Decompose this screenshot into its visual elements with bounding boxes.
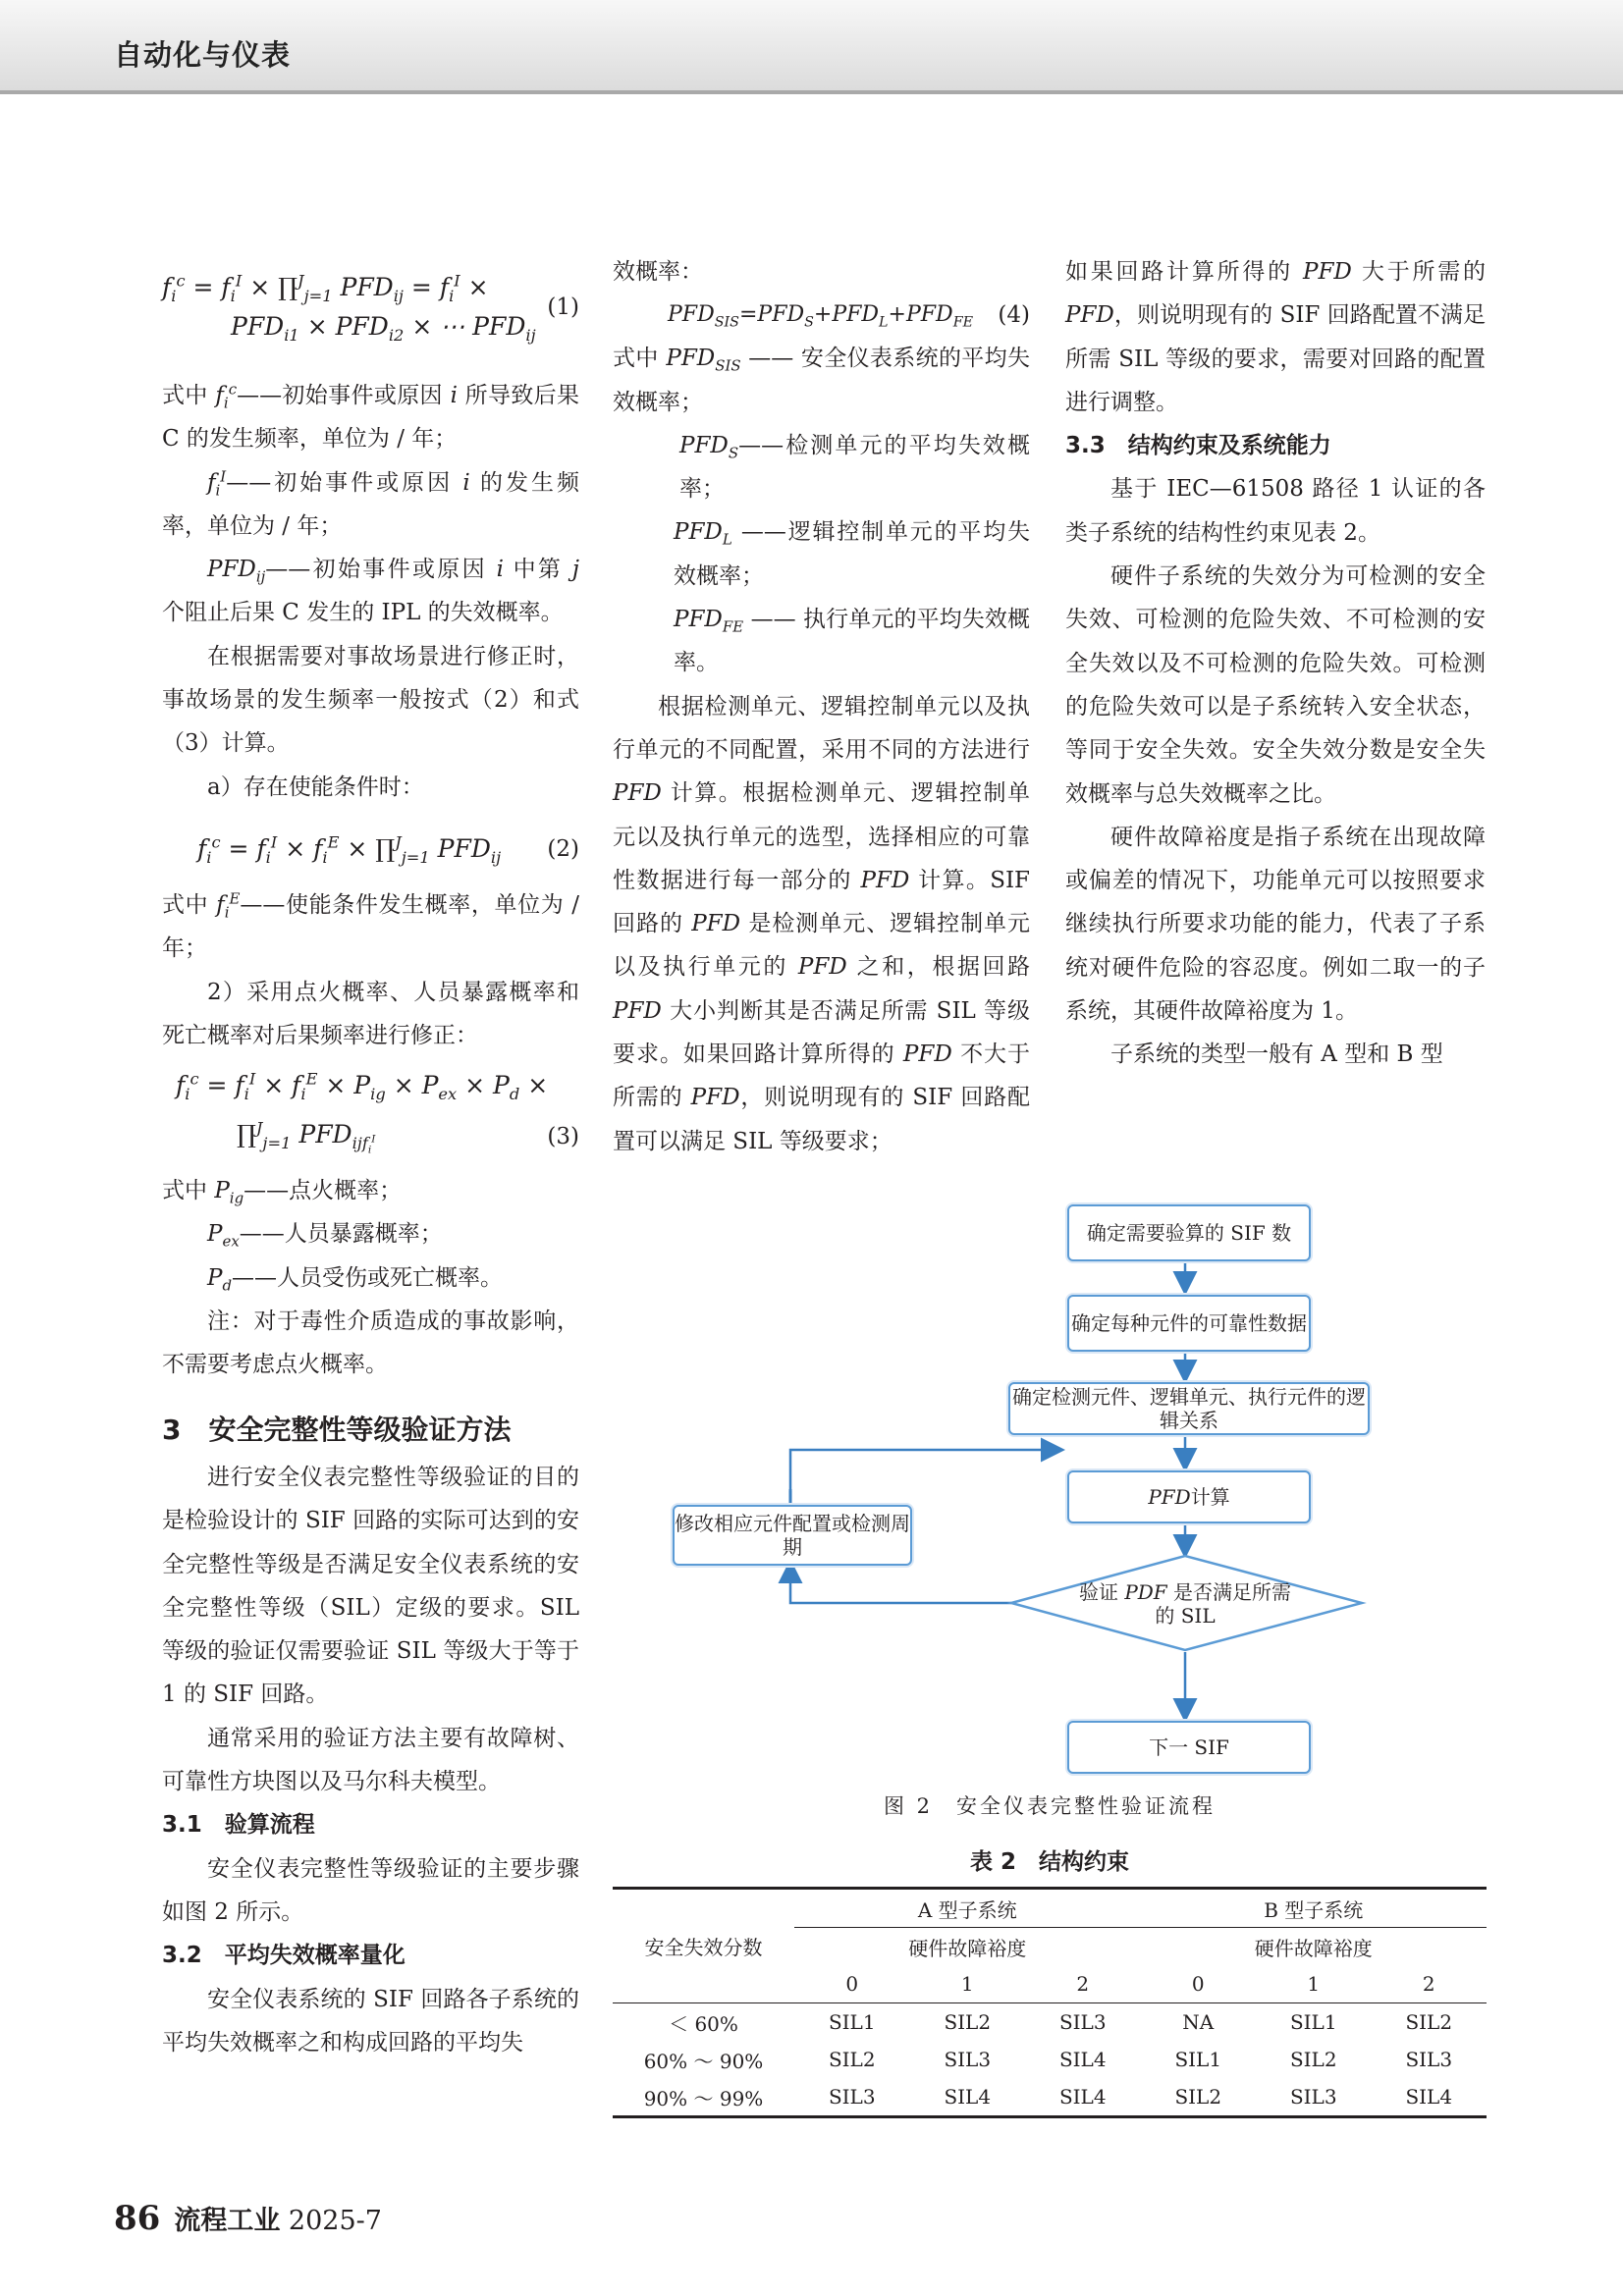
table-row: [613, 2078, 1487, 2117]
table-cell: SIL3: [1405, 2048, 1453, 2071]
flowchart-figure: [663, 1193, 1409, 1782]
table-header: 2: [1076, 1972, 1090, 1996]
structure-constraint-table: [613, 1887, 1487, 2118]
paragraph: 式中 $f_i^c——$初始事件或原因 i 所导致后果 C 的发生频率，单位为 / 年；: [162, 380, 580, 453]
paragraph: $PFD_{ij}——$初始事件或原因 i 中第 j 个阻止后果 C 发生的 IPL 的失效概率。: [162, 557, 579, 626]
page-header: [0, 0, 1623, 94]
table-header: 2: [1422, 1972, 1435, 1996]
header-title: 自动化与仪表: [114, 38, 292, 72]
equation-number: (3): [547, 1124, 579, 1150]
table-cell: SIL4: [1058, 2085, 1107, 2109]
section-heading: 3 安全完整性等级验证方法: [162, 1413, 512, 1446]
paragraph: $f_i^I——$初始事件或原因 i 的发生频率，单位为 / 年；: [162, 466, 580, 539]
table-header: 安全失效分数: [644, 1936, 763, 1959]
subsection-heading: 3.1 验算流程: [162, 1812, 315, 1839]
table-cell: SIL1: [1289, 2010, 1337, 2034]
table-header: 硬件故障裕度: [1254, 1936, 1373, 1960]
step-box: PFD 计算: [1067, 1470, 1311, 1523]
paragraph: $PFD_{FE}$ —— 执行单元的平均失效概率。: [674, 607, 1030, 676]
table-header: A 型子系统: [794, 1889, 1141, 1928]
table-cell: SIL4: [1405, 2085, 1453, 2109]
paragraph: 如果回路计算所得的 PFD 大于所需的 PFD，则说明现有的 SIF 回路配置不满足所需 SIL 等级的要求，需要对回路的配置进行调整。: [1065, 259, 1487, 415]
subsection-heading: 3.2 平均失效概率量化: [162, 1943, 406, 1969]
equation-number: (1): [547, 294, 579, 320]
paragraph: 在根据需要对事故场景进行修正时，事故场景的发生频率一般按式（2）和式（3）计算。: [162, 643, 579, 757]
column-3: [1065, 250, 1486, 1077]
equation-3: $f_i^c = f_i^I \times f_i^E \times P_{ig} \times P_{ex} \times P_d$ × ∏$^J_{j=1}$ $PFD_{ijf_i^I}$ (3): [162, 1061, 579, 1169]
table-header: 0: [1191, 1972, 1205, 1996]
paragraph: 式中 $PFD_{SIS}$ —— 安全仪表系统的平均失效概率；: [613, 346, 1030, 415]
paragraph: $PFD_L$ ——逻辑控制单元的平均失效概率；: [674, 519, 1031, 589]
table-cell: 60% ～ 90%: [643, 2049, 764, 2073]
table-cell: SIL2: [1174, 2085, 1222, 2109]
paragraph: $PFD_S——$检测单元的平均失效概率；: [679, 432, 1030, 503]
table-cell: ＜ 60%: [669, 2011, 738, 2036]
table-cell: SIL2: [1289, 2048, 1337, 2071]
paragraph: 2）采用点火概率、人员暴露概率和死亡概率对后果频率进行修正：: [162, 979, 579, 1048]
equation-1: $f_i^c = f_i^I$ × ∏$^J_{j=1}$ $PFD_{ij} = f_i^I$ × $PFD_{i1} \times PFD_{i2}$ × ⋯ $PFD_{ij}$ (1): [162, 271, 579, 345]
figure-caption: 图 2 安全仪表完整性验证流程: [883, 1794, 1217, 1818]
paragraph: 硬件子系统的失效分为可检测的安全失效、可检测的危险失效、不可检测的安全失效以及不可检测的危险失效。可检测的危险失效可以是子系统转入安全状态，等同于安全失效。安全失效分数是安全失效概率与总失效概率之比。: [1065, 563, 1486, 807]
table-cell: SIL3: [1058, 2010, 1107, 2034]
paragraph: 通常采用的验证方法主要有故障树、可靠性方块图以及马尔科夫模型。: [162, 1725, 579, 1795]
paragraph: 进行安全仪表完整性等级验证的目的是检验设计的 SIF 回路的实际可达到的安全完整性等级是否满足安全仪表系统的安全完整性等级（SIL）定级的要求。SIL 等级的验证仅需要验证 SIL 等级大于等于 1 的 SIF 回路。: [162, 1464, 579, 1708]
table-cell: SIL2: [1405, 2010, 1453, 2034]
paragraph: 硬件故障裕度是指子系统在出现故障或偏差的情况下，功能单元可以按照要求继续执行所要求功能的能力，代表了子系统对硬件危险的容忍度。例如二取一的子系统，其硬件故障裕度为 1。: [1065, 824, 1486, 1025]
table-header: 1: [960, 1972, 974, 1996]
issue: 2025-7: [288, 2206, 382, 2236]
step-box: 修改相应元件配置或检测周期: [673, 1505, 912, 1566]
paragraph: 安全仪表系统的 SIF 回路各子系统的平均失效概率之和构成回路的平均失: [162, 1986, 579, 2056]
table-cell: SIL4: [944, 2085, 992, 2109]
paragraph: 注：对于毒性介质造成的事故影响，不需要考虑点火概率。: [162, 1308, 579, 1378]
paragraph: 安全仪表完整性等级验证的主要步骤如图 2 所示。: [162, 1855, 579, 1925]
table-cell: SIL4: [1058, 2048, 1107, 2071]
equation-number: (4): [998, 302, 1030, 329]
equation-number: (2): [547, 835, 579, 862]
paragraph: a）存在使能条件时：: [207, 774, 424, 800]
decision-text: 验证 PDF 是否满足所需的 SIL: [1078, 1580, 1292, 1628]
table-cell: SIL1: [1174, 2048, 1222, 2071]
journal-name: 流程工业: [174, 2206, 281, 2236]
paragraph: 基于 IEC—61508 路径 1 认证的各类子系统的结构性约束见表 2。: [1065, 476, 1486, 546]
paragraph: 效概率：: [613, 259, 703, 285]
table-cell: SIL3: [1289, 2085, 1337, 2109]
table-cell: 90% ～ 99%: [643, 2086, 764, 2110]
arrow: [790, 1564, 1011, 1603]
table-cell: SIL3: [944, 2048, 992, 2071]
step-box: 确定每种元件的可靠性数据: [1067, 1295, 1311, 1352]
step-box: 确定需要验算的 SIF 数: [1067, 1204, 1311, 1261]
paragraph: $P_{ex}——$人员暴露概率；: [207, 1221, 443, 1252]
table-header: B 型子系统: [1141, 1889, 1488, 1928]
step-box: 下一 SIF: [1067, 1721, 1311, 1774]
table-row: [613, 2003, 1487, 2042]
column-2: [613, 250, 1030, 1163]
table-cell: SIL3: [828, 2085, 876, 2109]
table-cell: SIL2: [828, 2048, 876, 2071]
paragraph: 根据检测单元、逻辑控制单元以及执行单元的不同配置，采用不同的方法进行 PFD 计算。根据检测单元、逻辑控制单元以及执行单元的选型，选择相应的可靠性数据进行每一部分的 PFD 计算。SIF 回路的 PFD 是检测单元、逻辑控制单元以及执行单元的 PFD 之和，根据回路 PFD 大小判断其是否满足所需 SIL 等级要求。如果回路计算所得的 PFD 不大于所需的 PFD，则说明现有的 SIF 回路配置可以满足 SIL 等级要求；: [613, 693, 1031, 1154]
paragraph: 式中 $P_{ig}——$点火概率；: [162, 1178, 403, 1207]
table-header: 1: [1307, 1972, 1321, 1996]
table-title: 表 2 结构约束: [969, 1849, 1129, 1875]
table-header: 0: [845, 1972, 859, 1996]
subsection-heading: 3.3 结构约束及系统能力: [1065, 433, 1331, 459]
paragraph: 子系统的类型一般有 A 型和 B 型: [1110, 1041, 1443, 1068]
paragraph: $P_d——$人员受伤或死亡概率。: [207, 1264, 504, 1295]
table-cell: NA: [1182, 2010, 1215, 2034]
column-1: [162, 250, 579, 2064]
page-number: 86: [114, 2199, 161, 2238]
equation-2: $f_i^c = f_i^I \times f_i^E$ × ∏$^J_{j=1}$ $PFD_{ij}$ (2): [162, 815, 579, 883]
table-cell: SIL2: [944, 2010, 992, 2034]
step-box: 确定检测元件、逻辑单元、执行元件的逻辑关系: [1008, 1382, 1370, 1435]
table-row: [613, 1889, 1487, 1928]
table-row: [613, 2041, 1487, 2078]
page-footer: [114, 2199, 382, 2238]
table-cell: SIL1: [828, 2010, 876, 2034]
table-header: 硬件故障裕度: [908, 1936, 1027, 1960]
paragraph: 式中 $f_i^E——$使能条件发生概率，单位为 / 年；: [162, 889, 580, 962]
equation-4: $PFD_{SIS}=PFD_S+PFD_L+PFD_{FE}$ (4): [613, 294, 1030, 337]
arrow: [790, 1450, 1060, 1505]
